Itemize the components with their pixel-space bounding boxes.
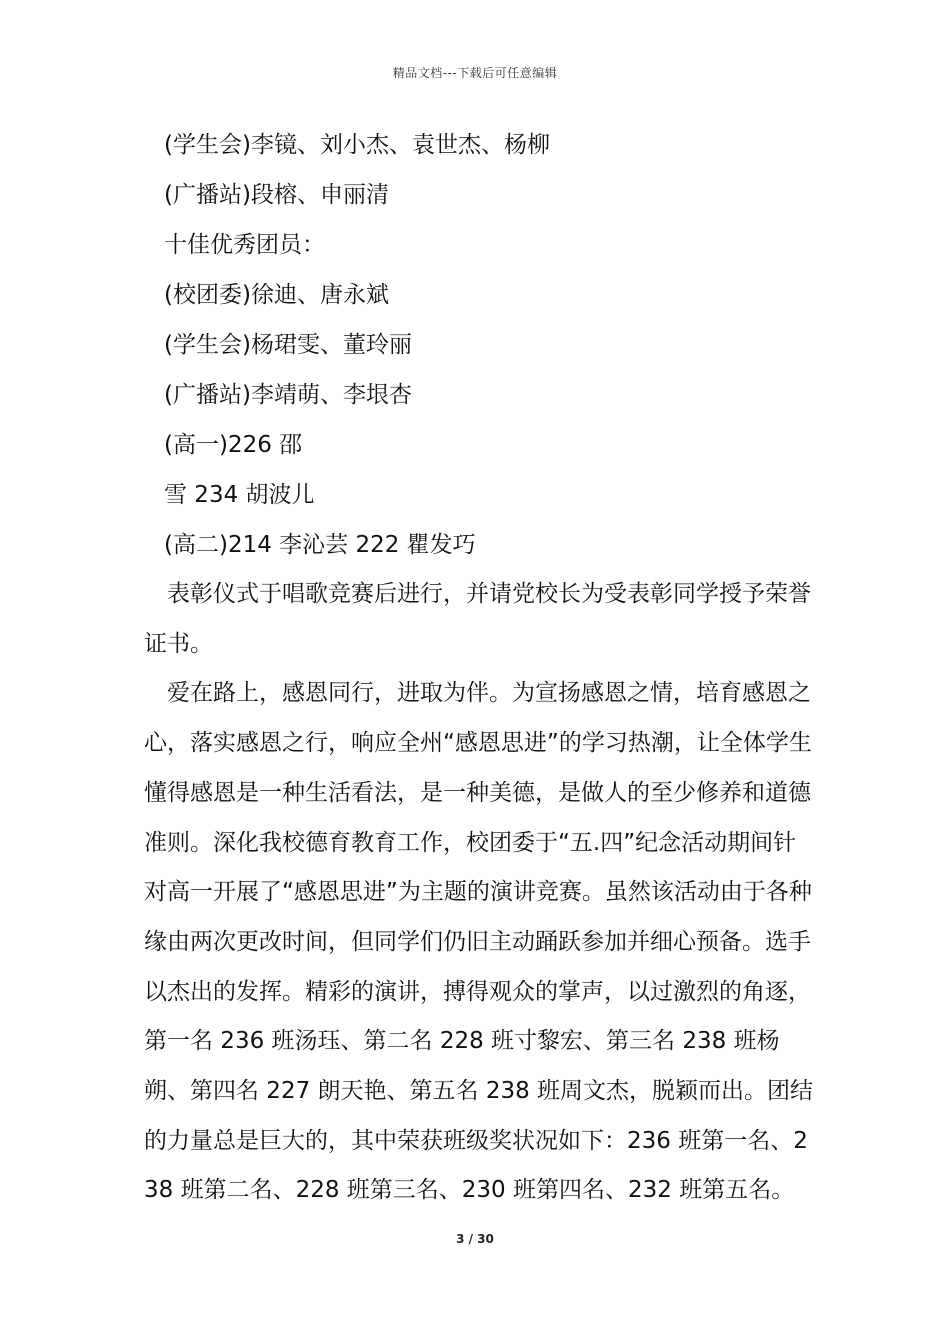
page-number: 3 / 30 xyxy=(456,1232,494,1246)
text-line: 雪 234 胡波儿 xyxy=(164,482,315,508)
text-line: (广播站)段榕、申丽清 xyxy=(164,182,389,208)
text-line: (学生会)杨珺雯、董玲丽 xyxy=(164,332,412,358)
text-line: (高一)226 邵 xyxy=(164,432,303,458)
paragraph: 表彰仪式于唱歌竞赛后进行，并请党校长为受表彰同学授予荣誉证书。 xyxy=(144,581,811,657)
document-body xyxy=(144,130,814,1226)
text-line: (高二)214 李沁芸 222 瞿发巧 xyxy=(164,532,476,558)
text-line: (学生会)李镜、刘小杰、袁世杰、杨柳 xyxy=(164,132,550,158)
text-line: (校团委)徐迪、唐永斌 xyxy=(164,282,389,308)
page-header: 精品文档---下载后可任意编辑 xyxy=(392,66,558,80)
text-line: (广播站)李靖萌、李垠杏 xyxy=(164,382,412,408)
paragraph: 爱在路上，感恩同行，进取为伴。为宣扬感恩之情，培育感恩之心，落实感恩之行，响应全州“感恩思进”的学习热潮，让全体学生懂得感恩是一种生活看法，是一种美德，是做人的至少修养和道德准则。深化我校德育教育工作，校团委于“五.四”纪念活动期间针对高一开展了“感恩思进”为主题的演讲竞赛。虽然该活动由于各种缘由两次更改时间，但同学们仍旧主动踊跃参加并细心预备。选手以杰出的发挥。精彩的演讲，搏得观众的掌声，以过激烈的角逐，第一名 236 班汤珏、第二名 228 班寸黎宏、第三名 238 班杨朔、第四名 227 朗天艳、第五名 238 班周文杰，脱颖而出。团结的力量总是巨大的，其中荣获班级奖状况如下：236 班第一名、238 班第二名、228 班第三名、230 班第四名、232 班第五名。 xyxy=(144,680,814,1204)
text-line: 十佳优秀团员： xyxy=(164,232,325,258)
